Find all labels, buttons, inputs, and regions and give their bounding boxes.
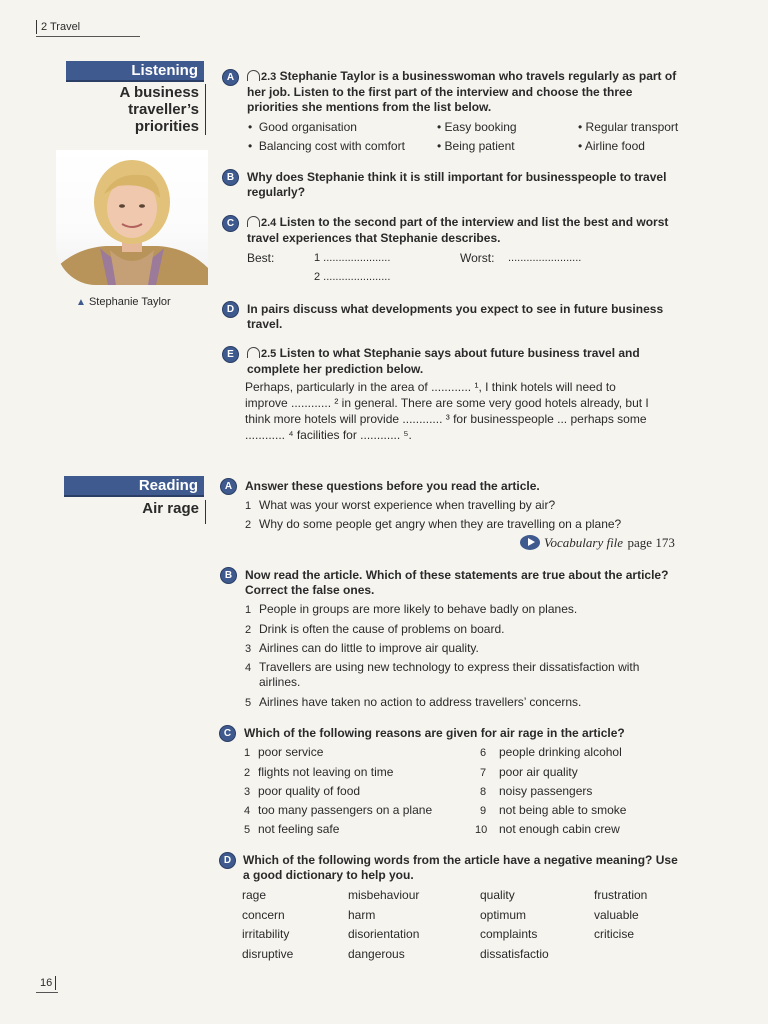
statement-item: 4 Travellers are using new technology to express their dissatisfaction with [245, 660, 640, 674]
instruction-line: priorities she mentions from the list below. [247, 100, 492, 114]
stephanie-taylor-photo [56, 150, 208, 285]
listening-a-instructions [247, 69, 717, 115]
worst-blank: ........................ [508, 252, 582, 264]
header-divider [36, 20, 37, 34]
listening-section-title [66, 84, 206, 135]
listening-b-question: Why does Stephanie think it is still important for businesspeople to travel regularly? [247, 170, 667, 199]
listening-title-line: traveller’s [128, 101, 199, 118]
listening-title-line: priorities [134, 118, 199, 135]
listening-c-instructions: 2.4 Listen to the second part of the interview and list the best and worst travel experiences that Stephanie describes. [247, 215, 669, 245]
exercise-letter-badge: B [220, 567, 237, 584]
statement-item: 5 Airlines have taken no action to address travellers’ concerns. [245, 695, 582, 709]
reason-item: 9 not being able to smoke [480, 803, 627, 817]
exercise-letter-badge: B [222, 169, 239, 186]
portrait-illustration [56, 150, 208, 285]
arrow-right-icon [520, 535, 540, 550]
word-column: quality optimum complaints dissatisfactio [480, 888, 549, 961]
reading-b-instructions: Now read the article. Which of these statements are true about the article? Correct the false ones. [245, 568, 669, 597]
chapter-header [36, 20, 80, 34]
reason-item: 1 poor service [244, 745, 324, 759]
question-item: 1 What was your worst experience when travelling by air? [245, 498, 556, 512]
reason-item: 8 noisy passengers [480, 784, 593, 798]
exercise-letter-badge: A [220, 478, 237, 495]
word-column: frustration valuable criticise [594, 888, 648, 941]
statement-item: 1 People in groups are more likely to behave badly on planes. [245, 602, 578, 616]
triangle-icon: ▲ [76, 297, 86, 308]
listening-banner: Listening [66, 61, 204, 82]
reading-section-title: Air rage [64, 500, 206, 524]
exercise-letter-badge: A [222, 69, 239, 86]
bullet-item: • Being patient [437, 139, 515, 153]
bullet-item: • Balancing cost with comfort [248, 139, 405, 153]
header-rule [36, 36, 140, 37]
question-item: 2 Why do some people get angry when they are travelling on a plane? [245, 517, 622, 531]
vocabulary-file-link[interactable]: Vocabulary file page 173 [520, 534, 675, 552]
word-column: rage concern irritability disruptive [242, 888, 294, 961]
headphones-icon [247, 347, 260, 358]
prediction-paragraph: Perhaps, particularly in the area of ............ ¹, I think hotels will need to improve ............ ² in general. There are some very good hotels already, but I think more hotels will provide ............ ³ for businesspeople ... perhaps some ............ ⁴ facilities for ............ ⁵. [245, 380, 649, 442]
exercise-letter-badge: C [219, 725, 236, 742]
headphones-icon [247, 216, 260, 227]
listening-title-line: A business [119, 84, 199, 101]
reason-item: 6 people drinking alcohol [480, 745, 622, 759]
worst-label: Worst: [460, 251, 495, 265]
bullet-item: • Regular transport [578, 120, 679, 134]
reason-item: 2 flights not leaving on time [244, 765, 394, 779]
reason-item: 3 poor quality of food [244, 784, 361, 798]
exercise-letter-badge: D [219, 852, 236, 869]
instruction-line: Stephanie Taylor is a businesswoman who travels regularly as part of [279, 69, 677, 83]
audio-track-number: 2.4 [261, 217, 277, 229]
audio-track-number: 2.3 [261, 71, 277, 83]
word-column: misbehaviour harm disorientation dangerous [348, 888, 420, 961]
reading-c-prompt: Which of the following reasons are given for air rage in the article? [244, 726, 625, 740]
listening-d-question: In pairs discuss what developments you expect to see in future business travel. [247, 302, 664, 331]
listening-e-instructions: 2.5 Listen to what Stephanie says about future business travel and complete her prediction below. [247, 346, 640, 376]
statement-item-continued: airlines. [259, 675, 301, 689]
reason-item: 4 too many passengers on a plane [244, 803, 433, 817]
reading-banner: Reading [64, 476, 204, 497]
headphones-icon [247, 70, 260, 81]
reason-item: 10 not enough cabin crew [475, 822, 620, 836]
best-label: Best: [247, 251, 275, 265]
best-blank-1: 1 ...................... [314, 252, 391, 264]
reason-item: 5 not feeling safe [244, 822, 340, 836]
chapter-label: 2 Travel [41, 20, 81, 33]
bullet-item: • Good organisation [248, 120, 357, 134]
exercise-letter-badge: C [222, 215, 239, 232]
photo-caption [76, 294, 171, 311]
statement-item: 2 Drink is often the cause of problems on board. [245, 622, 505, 636]
page-number-rule [36, 992, 58, 993]
bullet-item: • Airline food [578, 139, 645, 153]
bullet-item: • Easy booking [437, 120, 517, 134]
exercise-letter-badge: D [222, 301, 239, 318]
reading-a-prompt: Answer these questions before you read the article. [245, 479, 540, 493]
statement-item: 3 Airlines can do little to improve air quality. [245, 641, 479, 655]
audio-track-number: 2.5 [261, 348, 277, 360]
exercise-letter-badge: E [222, 346, 239, 363]
reason-item: 7 poor air quality [480, 765, 578, 779]
photo-caption-text: Stephanie Taylor [88, 296, 171, 308]
instruction-line: her job. Listen to the first part of the interview and choose the three [247, 85, 633, 99]
best-blank-2: 2 ...................... [314, 271, 391, 283]
reading-d-instructions: Which of the following words from the article have a negative meaning? Use a good dictionary to help you. [243, 853, 678, 882]
page-number: 16 [40, 976, 56, 990]
